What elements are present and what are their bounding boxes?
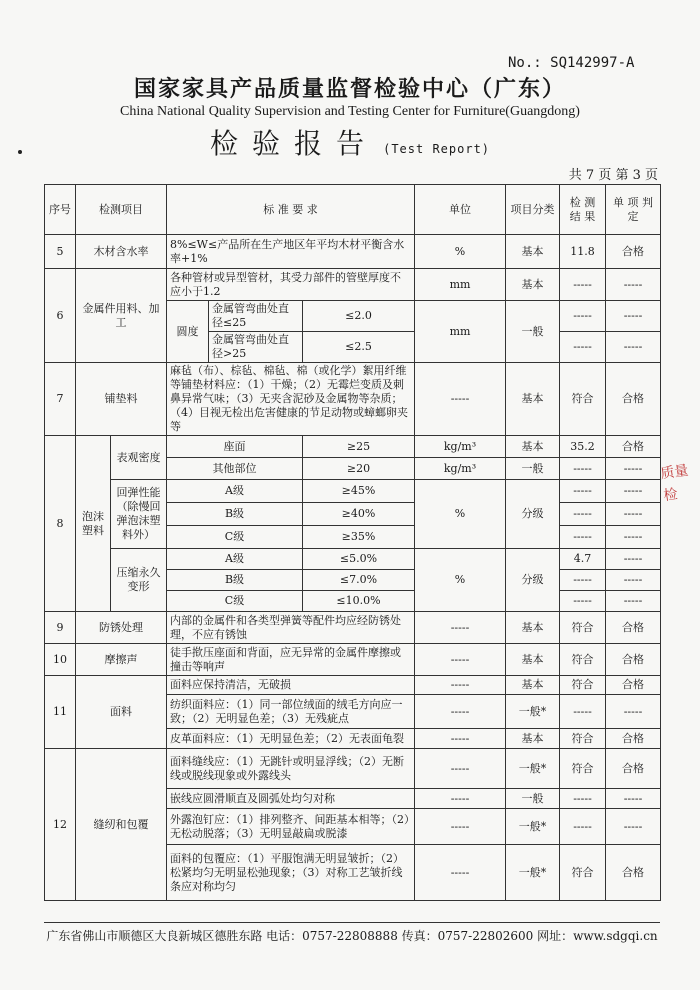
row-verdict: 合格	[606, 676, 661, 695]
row-unit: -----	[415, 749, 506, 789]
table-header-row	[45, 185, 661, 235]
row-no: 5	[45, 235, 76, 269]
row-unit: -----	[415, 729, 506, 749]
row-verdict: 合格	[606, 612, 661, 644]
header-requirement: 标 准 要 求	[167, 185, 415, 235]
row-requirement: 外露泡钉应：（1）排列整齐、间距基本相等；（2）无松动脱落；（3）无明显敲扁或脱漆	[167, 809, 415, 845]
table-row	[45, 549, 661, 570]
row-result: -----	[560, 570, 606, 591]
row-verdict: -----	[606, 789, 661, 809]
row-category: 一般	[506, 301, 560, 363]
header-no: 序号	[45, 185, 76, 235]
row-sub-item: C级	[167, 591, 303, 612]
row-verdict: -----	[606, 458, 661, 480]
row-value: ≥35%	[303, 526, 415, 549]
row-category: 基本	[506, 612, 560, 644]
row-category: 一般	[506, 458, 560, 480]
row-verdict: 合格	[606, 235, 661, 269]
row-value: ≥45%	[303, 480, 415, 503]
row-value: ≤7.0%	[303, 570, 415, 591]
compression-label: 压缩永久变形	[111, 549, 167, 612]
row-requirement: 8%≤W≤产品所在生产地区年平均木材平衡含水率+1%	[167, 235, 415, 269]
row-requirement: 徒手揿压座面和背面，应无异常的金属件摩擦或撞击等响声	[167, 644, 415, 676]
row-value: ≥20	[303, 458, 415, 480]
row-unit: kg/m³	[415, 458, 506, 480]
row-verdict: -----	[606, 549, 661, 570]
row-requirement: 嵌线应圆滑顺直及圆弧处均匀对称	[167, 789, 415, 809]
row-verdict: -----	[606, 570, 661, 591]
table-row	[45, 269, 661, 301]
row-result: 符合	[560, 676, 606, 695]
row-item: 铺垫料	[76, 363, 167, 436]
row-unit: -----	[415, 695, 506, 729]
row-requirement: 面料应保持清洁，无破损	[167, 676, 415, 695]
row-requirement: 纺织面料应：（1）同一部位绒面的绒毛方向应一致；（2）无明显色差；（3）无残疵点	[167, 695, 415, 729]
footer-contact: 广东省佛山市顺德区大良新城区德胜东路 电话：0757-22808888 传真：0757-22802600 网址：www.sdgqi.cn	[44, 922, 660, 944]
report-number: No.: SQ142997-A	[508, 55, 635, 71]
row-item: 金属件用料、加工	[76, 269, 167, 363]
row-verdict: -----	[606, 332, 661, 363]
table-row	[45, 363, 661, 436]
row-unit: -----	[415, 612, 506, 644]
row-verdict: -----	[606, 591, 661, 612]
red-seal-stamp: 质量检	[659, 462, 690, 505]
row-result: 符合	[560, 612, 606, 644]
row-value: ≤2.5	[303, 332, 415, 363]
row-category: 一般*	[506, 749, 560, 789]
row-unit: -----	[415, 644, 506, 676]
row-no: 12	[45, 749, 76, 901]
row-verdict: 合格	[606, 845, 661, 901]
row-category: 基本	[506, 363, 560, 436]
row-verdict: -----	[606, 480, 661, 503]
row-unit: %	[415, 235, 506, 269]
row-result: -----	[560, 809, 606, 845]
row-result: -----	[560, 526, 606, 549]
row-verdict: -----	[606, 526, 661, 549]
row-result: -----	[560, 332, 606, 363]
roundness-label: 圆度	[167, 301, 209, 363]
row-result: 符合	[560, 644, 606, 676]
row-value: ≥40%	[303, 503, 415, 526]
header-category: 项目分类	[506, 185, 560, 235]
row-category: 基本	[506, 269, 560, 301]
row-unit: mm	[415, 269, 506, 301]
row-sub-item: C级	[167, 526, 303, 549]
row-item: 缝纫和包覆	[76, 749, 167, 901]
organization-name-en: China National Quality Supervision and Testing Center for Furniture(Guangdong)	[120, 104, 580, 119]
row-result: -----	[560, 458, 606, 480]
row-value: ≥25	[303, 436, 415, 458]
row-value: ≤5.0%	[303, 549, 415, 570]
row-category: 基本	[506, 729, 560, 749]
row-item: 泡沫塑料	[76, 436, 111, 612]
row-value: ≤2.0	[303, 301, 415, 332]
row-result: -----	[560, 695, 606, 729]
row-no: 9	[45, 612, 76, 644]
row-item: 面料	[76, 676, 167, 749]
row-result: 符合	[560, 729, 606, 749]
row-category: 一般*	[506, 809, 560, 845]
row-unit: %	[415, 549, 506, 612]
row-result: 符合	[560, 845, 606, 901]
row-category: 一般*	[506, 845, 560, 901]
row-no: 8	[45, 436, 76, 612]
row-requirement: 各种管材或异型管材，其受力部件的管壁厚度不应小于1.2	[167, 269, 415, 301]
report-title-en: (Test Report)	[383, 142, 491, 156]
row-category: 基本	[506, 235, 560, 269]
row-unit: %	[415, 480, 506, 549]
row-item: 木材含水率	[76, 235, 167, 269]
table-row	[45, 676, 661, 695]
row-result: 35.2	[560, 436, 606, 458]
row-unit: -----	[415, 789, 506, 809]
row-value: ≤10.0%	[303, 591, 415, 612]
density-label: 表观密度	[111, 436, 167, 480]
row-sub-item: 其他部位	[167, 458, 303, 480]
row-verdict: 合格	[606, 436, 661, 458]
row-no: 10	[45, 644, 76, 676]
row-result: 符合	[560, 749, 606, 789]
table-row	[45, 235, 661, 269]
row-unit: -----	[415, 676, 506, 695]
header-verdict: 单 项 判 定	[606, 185, 661, 235]
row-no: 6	[45, 269, 76, 363]
row-category: 一般	[506, 789, 560, 809]
row-verdict: -----	[606, 503, 661, 526]
table-row	[45, 612, 661, 644]
row-result: -----	[560, 503, 606, 526]
row-category: 基本	[506, 676, 560, 695]
header-item: 检测项目	[76, 185, 167, 235]
report-title-cn: 检验报告	[209, 127, 378, 160]
row-result: -----	[560, 269, 606, 301]
row-verdict: 合格	[606, 729, 661, 749]
page-info: 共 7 页 第 3 页	[568, 168, 658, 183]
resilience-label: 回弹性能（除慢回弹泡沫塑料外）	[111, 480, 167, 549]
row-sub-item: B级	[167, 570, 303, 591]
row-verdict: -----	[606, 809, 661, 845]
row-verdict: 合格	[606, 644, 661, 676]
row-requirement: 面料缝线应：（1）无跳针或明显浮线；（2）无断线或脱线现象或外露线头	[167, 749, 415, 789]
row-requirement: 麻毡（布）、棕毡、棉毡、棉（或化学）絮用纤维等铺垫材料应：（1）干燥；（2）无霉烂变质及刺鼻异常气味；（3）无夹含泥砂及金属物等杂质；（4）目视无检出危害健康的节足动物或蟑螂卵夹等	[167, 363, 415, 436]
row-sub-item: B级	[167, 503, 303, 526]
row-requirement: 皮革面料应：（1）无明显色差；（2）无表面龟裂	[167, 729, 415, 749]
row-category: 基本	[506, 644, 560, 676]
row-result: 符合	[560, 363, 606, 436]
test-report-table	[44, 184, 661, 901]
row-sub-item: A级	[167, 480, 303, 503]
report-title	[0, 122, 700, 162]
row-requirement: 金属管弯曲处直径≤25	[209, 301, 303, 332]
row-unit: kg/m³	[415, 436, 506, 458]
row-verdict: -----	[606, 269, 661, 301]
row-unit: mm	[415, 301, 506, 363]
row-result: -----	[560, 789, 606, 809]
row-verdict: 合格	[606, 363, 661, 436]
row-category: 分级	[506, 480, 560, 549]
row-sub-item: A级	[167, 549, 303, 570]
row-requirement: 面料的包覆应：（1）平服饱满无明显皱折；（2）松紧均匀无明显松弛现象；（3）对称工艺皱折线条应对称均匀	[167, 845, 415, 901]
organization-name-cn: 国家家具产品质量监督检验中心（广东）	[133, 76, 566, 102]
table-row	[45, 480, 661, 503]
scan-speck	[18, 150, 22, 154]
row-result: 11.8	[560, 235, 606, 269]
row-result: 4.7	[560, 549, 606, 570]
row-unit: -----	[415, 845, 506, 901]
row-requirement: 金属管弯曲处直径>25	[209, 332, 303, 363]
row-category: 一般*	[506, 695, 560, 729]
table-row	[45, 749, 661, 789]
row-no: 11	[45, 676, 76, 749]
row-result: -----	[560, 480, 606, 503]
table-row	[45, 436, 661, 458]
row-unit: -----	[415, 809, 506, 845]
header-result: 检 测 结 果	[560, 185, 606, 235]
row-result: -----	[560, 301, 606, 332]
row-no: 7	[45, 363, 76, 436]
row-result: -----	[560, 591, 606, 612]
header-unit: 单位	[415, 185, 506, 235]
row-verdict: -----	[606, 301, 661, 332]
row-item: 摩擦声	[76, 644, 167, 676]
row-verdict: 合格	[606, 749, 661, 789]
row-requirement: 内部的金属件和各类型弹簧等配件均应经防锈处理，不应有锈蚀	[167, 612, 415, 644]
row-verdict: -----	[606, 695, 661, 729]
row-unit: -----	[415, 363, 506, 436]
row-item: 防锈处理	[76, 612, 167, 644]
row-category: 分级	[506, 549, 560, 612]
row-sub-item: 座面	[167, 436, 303, 458]
table-row	[45, 644, 661, 676]
row-category: 基本	[506, 436, 560, 458]
